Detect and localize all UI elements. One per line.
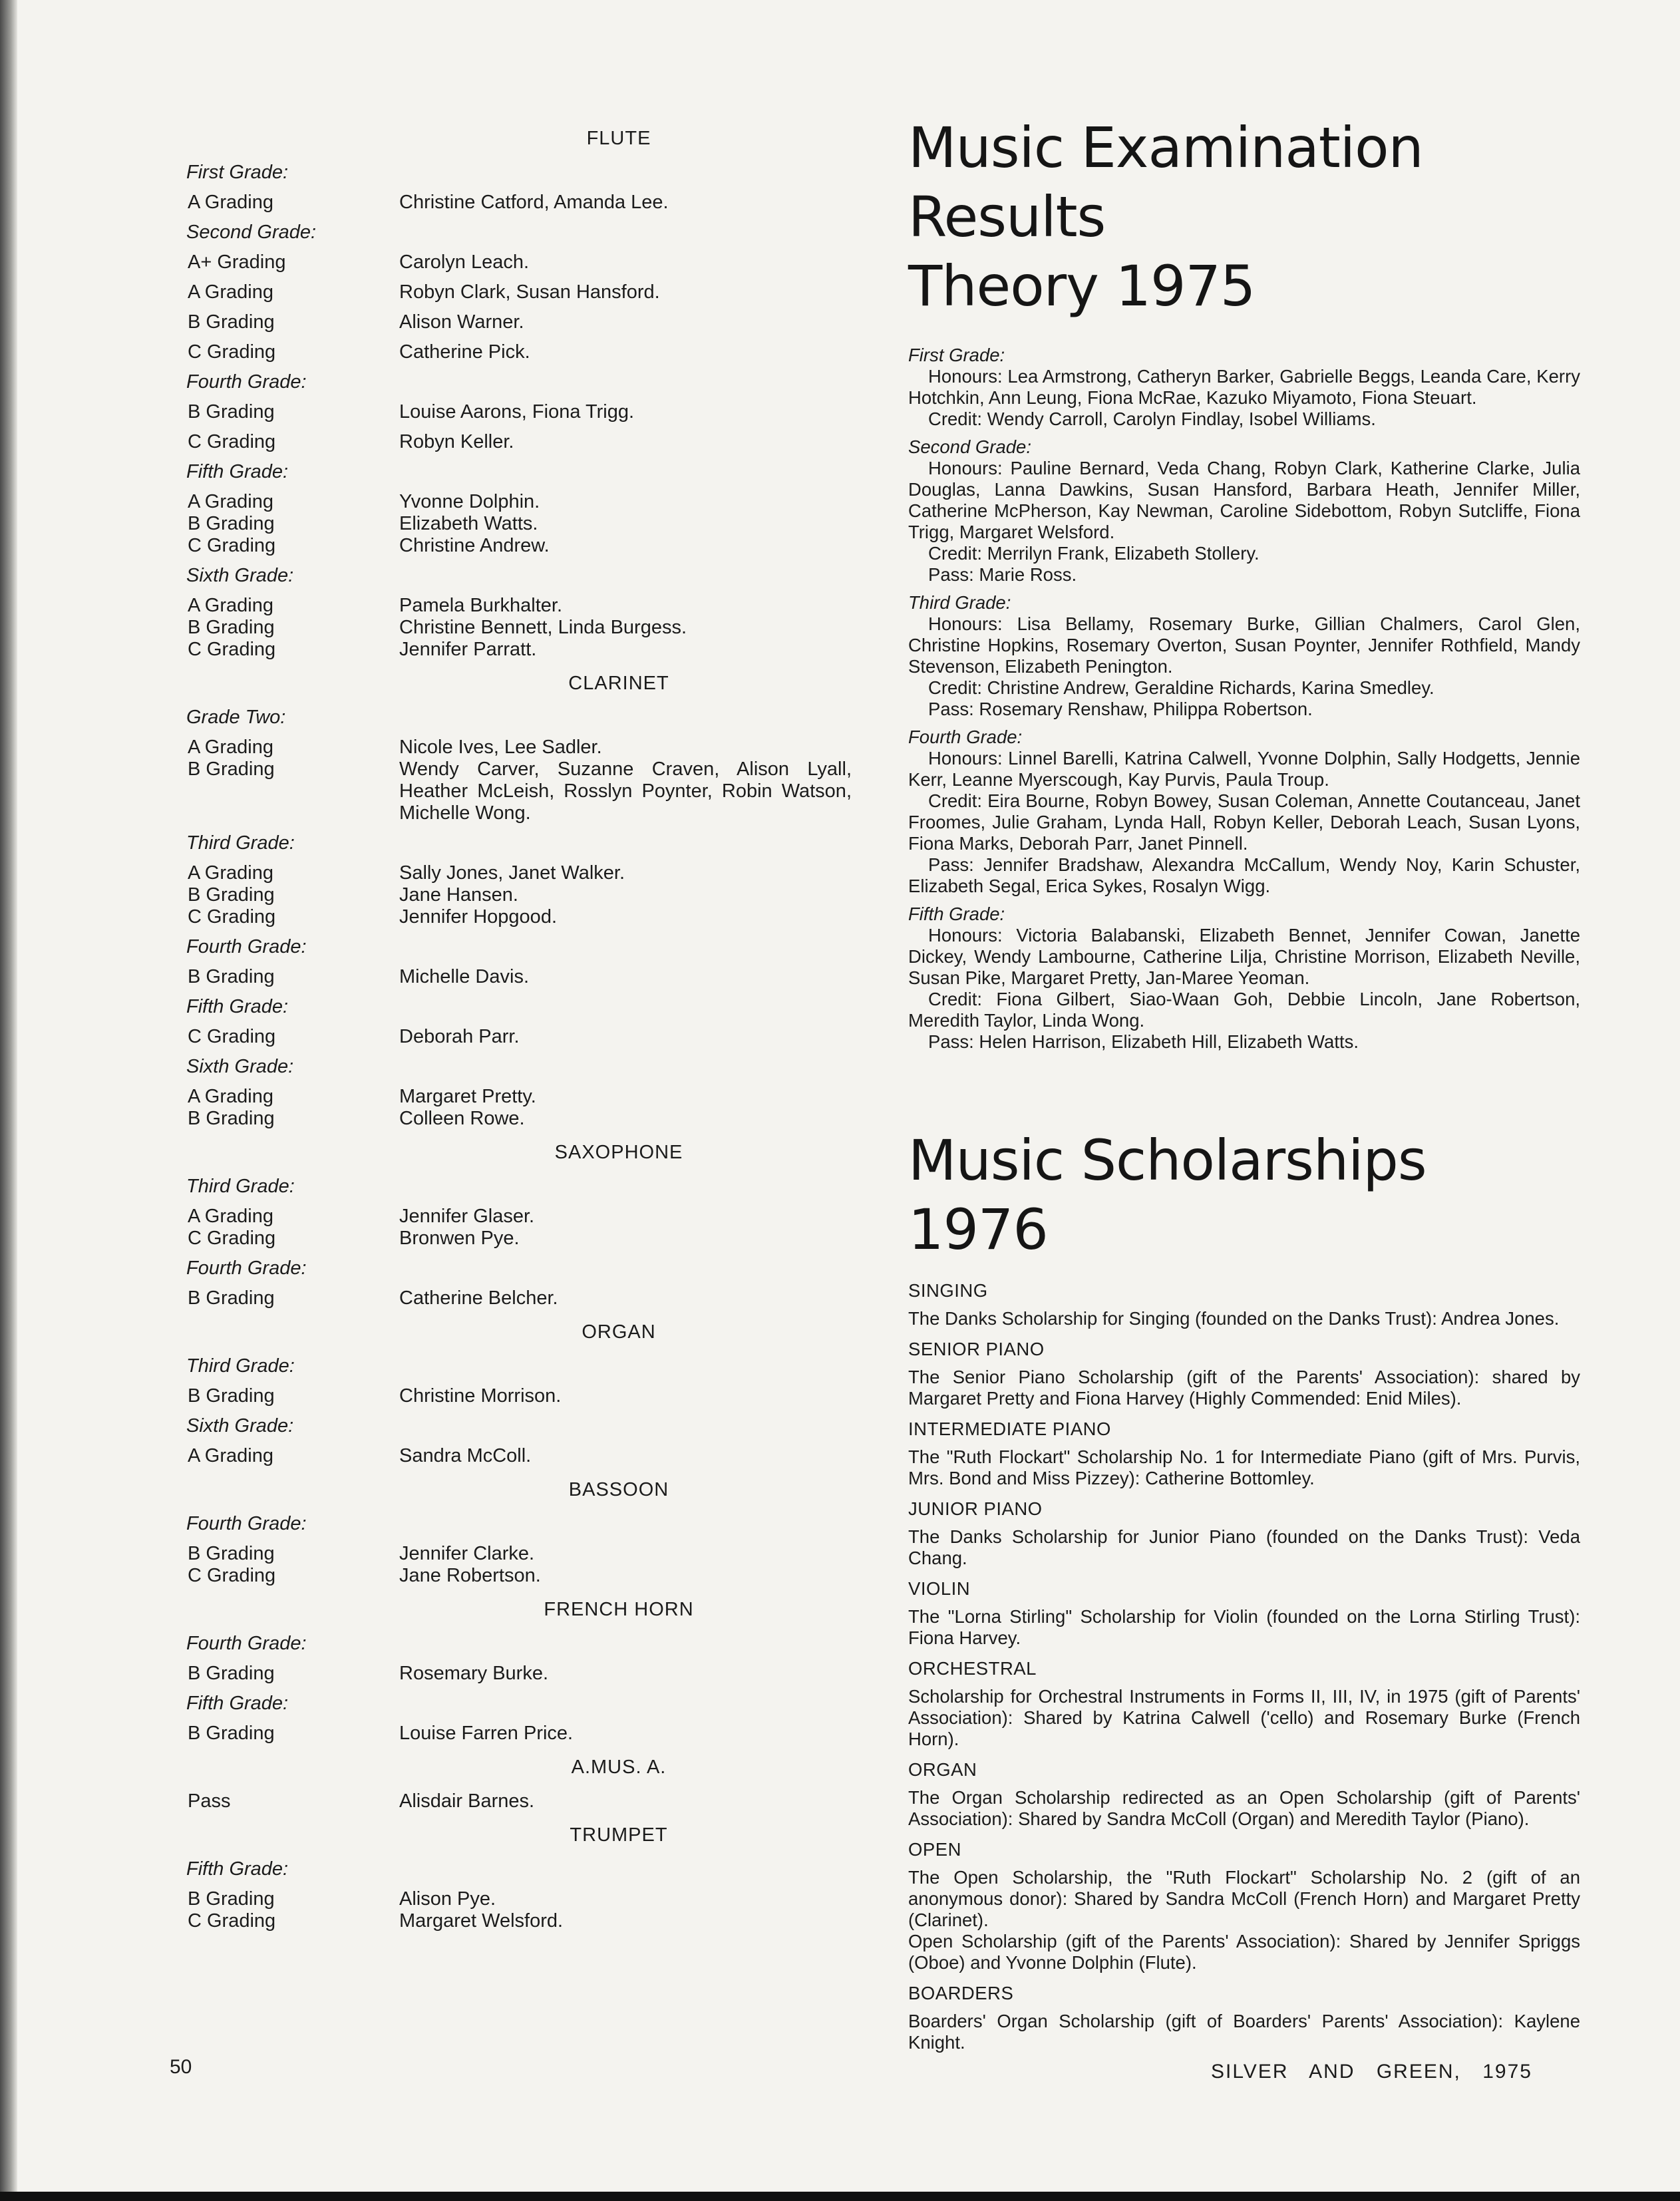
- result-row: [188, 1723, 865, 1745]
- grading-label: C Grading: [188, 639, 276, 660]
- student-names: Jennifer Glaser.: [399, 1206, 535, 1227]
- theory-result-line: Credit: Merrilyn Frank, Elizabeth Stollery.: [928, 543, 1260, 564]
- theory-result-line: Credit: Wendy Carroll, Carolyn Findlay, Isobel Williams.: [928, 409, 1376, 429]
- student-names: Margaret Pretty.: [399, 1086, 536, 1107]
- grade-group: [166, 461, 865, 557]
- grading-label: B Grading: [188, 401, 275, 423]
- scholarship-category: OPEN: [908, 1839, 961, 1860]
- student-names: Colleen Rowe.: [399, 1108, 525, 1129]
- result-row: [188, 1888, 865, 1910]
- result-row: [188, 1287, 865, 1309]
- grading-label: C Grading: [188, 535, 276, 556]
- grading-label: A Grading: [188, 595, 273, 616]
- student-names: Louise Farren Price.: [399, 1723, 574, 1744]
- student-names: Jennifer Parratt.: [399, 639, 537, 660]
- result-row: [188, 862, 865, 884]
- theory-grade-block: [908, 345, 1580, 430]
- grade-group: [166, 1056, 865, 1130]
- instrument-heading: FLUTE: [586, 128, 651, 149]
- result-row: [188, 401, 865, 423]
- grade-group: [166, 222, 865, 363]
- student-names: Alison Pye.: [399, 1888, 496, 1910]
- student-names: Jane Robertson.: [399, 1565, 541, 1586]
- instrument-section-french-horn: [166, 1599, 865, 1745]
- grade-heading: Fifth Grade:: [186, 996, 289, 1017]
- result-row: [188, 535, 865, 557]
- student-names: Elizabeth Watts.: [399, 513, 538, 534]
- grade-group: [166, 1633, 865, 1685]
- student-names: Deborah Parr.: [399, 1026, 520, 1047]
- result-row: [188, 341, 865, 363]
- grading-label: C Grading: [188, 341, 276, 363]
- scholarship-category: INTERMEDIATE PIANO: [908, 1419, 1111, 1439]
- grade-group: [166, 1415, 865, 1467]
- grading-label: A Grading: [188, 737, 273, 758]
- result-row: [188, 1565, 865, 1587]
- instrument-section-trumpet: [166, 1824, 865, 1932]
- scholarship-text: Scholarship for Orchestral Instruments in Forms II, III, IV, in 1975 (gift of Parents' Association): Shared by Katrina Calwell ('cello) and Rosemary Burke (French Horn).: [908, 1686, 1580, 1749]
- grade-heading: Fifth Grade:: [186, 1858, 289, 1880]
- grading-label: C Grading: [188, 431, 276, 452]
- result-row: [188, 1663, 865, 1685]
- scholarship-text: The Organ Scholarship redirected as an Open Scholarship (gift of Parents' Association): Shared by Sandra McColl (Organ) and Meredith Taylor (Piano).: [908, 1787, 1580, 1829]
- instrument-heading: A.MUS. A.: [571, 1757, 667, 1778]
- student-names: Christine Bennett, Linda Burgess.: [399, 617, 687, 638]
- instrument-heading: CLARINET: [568, 673, 669, 694]
- student-names: Rosemary Burke.: [399, 1663, 549, 1684]
- student-names: Christine Morrison.: [399, 1385, 562, 1407]
- instrument-section-flute: [166, 128, 865, 661]
- instrument-section-clarinet: [166, 673, 865, 1130]
- grading-label: B Grading: [188, 966, 275, 987]
- result-row: [188, 192, 865, 214]
- grade-heading: Sixth Grade:: [186, 1056, 294, 1077]
- grade-heading: First Grade:: [186, 162, 289, 183]
- grading-label: C Grading: [188, 1910, 276, 1932]
- grade-group: [166, 936, 865, 988]
- instrument-section-saxophone: [166, 1142, 865, 1309]
- grade-heading: Fifth Grade:: [186, 1693, 289, 1714]
- scholarship-block: [908, 1983, 1580, 2053]
- student-names: Bronwen Pye.: [399, 1228, 520, 1249]
- grading-label: B Grading: [188, 1723, 275, 1744]
- result-row: [188, 1910, 865, 1932]
- grading-label: B Grading: [188, 1663, 275, 1684]
- student-names: Robyn Clark, Susan Hansford.: [399, 281, 660, 303]
- publication-footer: SILVER AND GREEN, 1975: [1211, 2061, 1532, 2083]
- theory-grade-block: [908, 904, 1580, 1053]
- instrument-heading: ORGAN: [582, 1321, 656, 1343]
- grading-label: B Grading: [188, 617, 275, 638]
- grade-heading: Fifth Grade:: [186, 461, 289, 482]
- result-row: [188, 513, 865, 535]
- page-number: 50: [170, 2056, 192, 2078]
- student-names: Carolyn Leach.: [399, 252, 530, 273]
- scan-bottom-edge: [0, 2192, 1680, 2201]
- student-names: Jane Hansen.: [399, 884, 518, 906]
- grade-group: [166, 371, 865, 453]
- student-names: Wendy Carver, Suzanne Craven, Alison Lyall, Heather McLeish, Rosslyn Poynter, Robin Watson, Michelle Wong.: [399, 759, 852, 824]
- result-row: [188, 617, 865, 639]
- grading-label: A Grading: [188, 862, 273, 884]
- instrumental-results-column: [166, 120, 865, 1944]
- grade-heading: Fourth Grade:: [186, 1513, 307, 1534]
- student-names: Pamela Burkhalter.: [399, 595, 563, 616]
- scholarship-category: SENIOR PIANO: [908, 1339, 1045, 1359]
- result-row: [188, 884, 865, 906]
- grade-group: [166, 1513, 865, 1587]
- result-row: [188, 906, 865, 928]
- result-row: [188, 966, 865, 988]
- theory-grade-heading: Fourth Grade:: [908, 727, 1023, 747]
- grading-label: B Grading: [188, 311, 275, 333]
- result-row: [188, 1086, 865, 1108]
- grade-group: [166, 832, 865, 928]
- student-names: Jennifer Hopgood.: [399, 906, 557, 928]
- result-row: [188, 311, 865, 333]
- result-row: [188, 491, 865, 513]
- scholarship-block: [908, 1578, 1580, 1649]
- grading-label: C Grading: [188, 906, 276, 928]
- scholarship-category: ORCHESTRAL: [908, 1658, 1037, 1679]
- scholarship-block: [908, 1839, 1580, 1973]
- result-row: [188, 1543, 865, 1565]
- result-row: [188, 1108, 865, 1130]
- grade-heading: Grade Two:: [186, 707, 286, 728]
- result-row: [188, 737, 865, 759]
- page-binding-edge: [0, 0, 17, 2201]
- scholarships-list: [908, 1280, 1580, 2053]
- scholarship-block: [908, 1280, 1580, 1329]
- scholarship-block: [908, 1339, 1580, 1409]
- scholarships-title: Music Scholarships 1976: [908, 1128, 1427, 1262]
- grading-label: C Grading: [188, 1026, 276, 1047]
- grading-label: A+ Grading: [188, 252, 286, 273]
- scholarship-category: ORGAN: [908, 1759, 977, 1780]
- grading-label: C Grading: [188, 1228, 276, 1249]
- scholarship-category: BOARDERS: [908, 1983, 1014, 2003]
- instrument-section-organ: [166, 1321, 865, 1467]
- scholarship-text: The Danks Scholarship for Junior Piano (founded on the Danks Trust): Veda Chang.: [908, 1526, 1580, 1568]
- grade-heading: Fourth Grade:: [186, 371, 307, 393]
- grading-label: B Grading: [188, 759, 275, 780]
- student-names: Catherine Belcher.: [399, 1287, 558, 1309]
- scholarship-text: The Senior Piano Scholarship (gift of the Parents' Association): shared by Margaret Pretty and Fiona Harvey (Highly Commended: Enid Miles).: [908, 1367, 1580, 1409]
- grade-heading: Third Grade:: [186, 1355, 295, 1377]
- scholarship-text: The "Lorna Stirling" Scholarship for Violin (founded on the Lorna Stirling Trust): Fiona Harvey.: [908, 1606, 1580, 1648]
- theory-result-line: Honours: Victoria Balabanski, Elizabeth Bennet, Jennifer Cowan, Janette Dickey, Wendy Lambourne, Catherine Lilja, Christine Morrison, Elizabeth Neville, Susan Pike, Margaret Pretty, Jan-Maree Yeoman.: [908, 925, 1580, 988]
- scholarship-block: [908, 1658, 1580, 1750]
- student-names: Jennifer Clarke.: [399, 1543, 535, 1564]
- theory-result-line: Pass: Jennifer Bradshaw, Alexandra McCallum, Wendy Noy, Karin Schuster, Elizabeth Segal, Erica Sykes, Rosalyn Wigg.: [908, 854, 1580, 896]
- theory-result-line: Honours: Lisa Bellamy, Rosemary Burke, Gillian Chalmers, Carol Glen, Christine Hopkins, Rosemary Overton, Susan Poynter, Jennifer Rothfield, Mandy Stevenson, Elizabeth Penington.: [908, 613, 1580, 677]
- student-names: Michelle Davis.: [399, 966, 529, 987]
- theory-grade-heading: First Grade:: [908, 345, 1005, 365]
- grading-label: A Grading: [188, 1445, 273, 1466]
- grading-label: A Grading: [188, 1086, 273, 1107]
- theory-grade-block: [908, 436, 1580, 586]
- grade-group: [166, 1790, 865, 1812]
- grade-group: [166, 1693, 865, 1745]
- scholarship-category: SINGING: [908, 1280, 988, 1301]
- grade-heading: Third Grade:: [186, 832, 295, 854]
- grading-label: A Grading: [188, 1206, 273, 1227]
- student-names: Nicole Ives, Lee Sadler.: [399, 737, 602, 758]
- right-column: [908, 113, 1580, 2053]
- grade-heading: Sixth Grade:: [186, 1415, 294, 1437]
- student-names: Alisdair Barnes.: [399, 1790, 535, 1812]
- student-names: Alison Warner.: [399, 311, 524, 333]
- scholarship-text: Open Scholarship (gift of the Parents' Association): Shared by Jennifer Spriggs (Oboe) and Yvonne Dolphin (Flute).: [908, 1931, 1580, 1973]
- scholarship-text: The Danks Scholarship for Singing (founded on the Danks Trust): Andrea Jones.: [908, 1308, 1560, 1329]
- student-names: Yvonne Dolphin.: [399, 491, 540, 512]
- student-names: Sandra McColl.: [399, 1445, 532, 1466]
- result-row: [188, 1445, 865, 1467]
- theory-grade-heading: Second Grade:: [908, 436, 1031, 457]
- grade-heading: Sixth Grade:: [186, 565, 294, 586]
- scholarship-text: Boarders' Organ Scholarship (gift of Boarders' Parents' Association): Kaylene Knight.: [908, 2011, 1580, 2053]
- instrument-heading: SAXOPHONE: [554, 1142, 683, 1163]
- scholarship-text: The Open Scholarship, the "Ruth Flockart" Scholarship No. 2 (gift of an anonymous donor): Shared by Sandra McColl (French Horn) and Margaret Pretty (Clarinet).: [908, 1867, 1580, 1930]
- result-row: [188, 1385, 865, 1407]
- grading-label: B Grading: [188, 884, 275, 906]
- theory-result-line: Credit: Fiona Gilbert, Siao-Waan Goh, Debbie Lincoln, Jane Robertson, Meredith Taylor, Linda Wong.: [908, 989, 1580, 1031]
- theory-result-line: Pass: Helen Harrison, Elizabeth Hill, Elizabeth Watts.: [928, 1031, 1359, 1052]
- result-row: [188, 1026, 865, 1048]
- grading-label: A Grading: [188, 192, 273, 213]
- grade-group: [166, 162, 865, 214]
- student-names: Robyn Keller.: [399, 431, 514, 452]
- grading-label: B Grading: [188, 1888, 275, 1910]
- grading-label: B Grading: [188, 1287, 275, 1309]
- grade-group: [166, 565, 865, 661]
- student-names: Sally Jones, Janet Walker.: [399, 862, 625, 884]
- student-names: Margaret Welsford.: [399, 1910, 564, 1932]
- grading-label: B Grading: [188, 1108, 275, 1129]
- scholarship-block: [908, 1759, 1580, 1830]
- theory-result-line: Pass: Rosemary Renshaw, Philippa Robertson.: [928, 699, 1313, 719]
- result-row: [188, 1790, 865, 1812]
- result-row: [188, 431, 865, 453]
- student-names: Catherine Pick.: [399, 341, 530, 363]
- theory-result-line: Credit: Christine Andrew, Geraldine Richards, Karina Smedley.: [928, 677, 1434, 698]
- result-row: [188, 639, 865, 661]
- instrument-heading: TRUMPET: [570, 1824, 668, 1846]
- theory-result-line: Honours: Linnel Barelli, Katrina Calwell, Yvonne Dolphin, Sally Hodgetts, Jennie Kerr, Leanne Myerscough, Kay Purvis, Paula Troup.: [908, 748, 1580, 790]
- grading-label: A Grading: [188, 281, 273, 303]
- theory-grade-heading: Third Grade:: [908, 592, 1011, 613]
- grade-heading: Second Grade:: [186, 222, 317, 243]
- grading-label: C Grading: [188, 1565, 276, 1586]
- grade-group: [166, 707, 865, 824]
- scholarship-block: [908, 1419, 1580, 1489]
- grade-heading: Fourth Grade:: [186, 1258, 307, 1279]
- grade-group: [166, 996, 865, 1048]
- grading-label: B Grading: [188, 1385, 275, 1407]
- grade-heading: Fourth Grade:: [186, 936, 307, 957]
- grading-label: A Grading: [188, 491, 273, 512]
- result-row: [188, 595, 865, 617]
- result-row: [188, 1228, 865, 1250]
- student-names: Christine Catford, Amanda Lee.: [399, 192, 669, 213]
- instrument-heading: FRENCH HORN: [544, 1599, 694, 1620]
- grading-label: Pass: [188, 1790, 231, 1812]
- grade-heading: Fourth Grade:: [186, 1633, 307, 1654]
- grade-group: [166, 1176, 865, 1250]
- theory-grade-block: [908, 727, 1580, 897]
- theory-result-line: Credit: Eira Bourne, Robyn Bowey, Susan Coleman, Annette Coutanceau, Janet Froomes, Julie Graham, Lynda Hall, Robyn Keller, Deborah Leach, Susan Lyons, Fiona Marks, Deborah Parr, Janet Pinnell.: [908, 790, 1580, 854]
- instrument-section-bassoon: [166, 1479, 865, 1587]
- grade-heading: Third Grade:: [186, 1176, 295, 1197]
- scholarship-category: JUNIOR PIANO: [908, 1498, 1043, 1519]
- result-row: [188, 252, 865, 273]
- scholarship-text: The "Ruth Flockart" Scholarship No. 1 for Intermediate Piano (gift of Mrs. Purvis, Mrs. Bond and Miss Pizzey): Catherine Bottomley.: [908, 1446, 1580, 1488]
- result-row: [188, 759, 865, 824]
- instrument-heading: BASSOON: [568, 1479, 669, 1500]
- grade-group: [166, 1858, 865, 1932]
- grade-group: [166, 1258, 865, 1309]
- student-names: Louise Aarons, Fiona Trigg.: [399, 401, 635, 423]
- student-names: Christine Andrew.: [399, 535, 550, 556]
- theory-results-title: Music Examination Results Theory 1975: [908, 115, 1423, 319]
- theory-results-list: [908, 345, 1580, 1053]
- grade-group: [166, 1355, 865, 1407]
- theory-result-line: Pass: Marie Ross.: [928, 564, 1077, 585]
- theory-result-line: Honours: Pauline Bernard, Veda Chang, Robyn Clark, Katherine Clarke, Julia Douglas, Lanna Dawkins, Susan Hansford, Barbara Heath, Jennifer Miller, Catherine McPherson, Kay Newman, Caroline Sidebottom, Robyn Sutcliffe, Fiona Trigg, Margaret Welsford.: [908, 458, 1580, 542]
- instrument-section-amus: [166, 1757, 865, 1812]
- grading-label: B Grading: [188, 513, 275, 534]
- scholarship-block: [908, 1498, 1580, 1569]
- result-row: [188, 1206, 865, 1228]
- theory-result-line: Honours: Lea Armstrong, Catheryn Barker, Gabrielle Beggs, Leanda Care, Kerry Hotchkin, Ann Leung, Fiona McRae, Kazuko Miyamoto, Fiona Steuart.: [908, 366, 1580, 408]
- result-row: [188, 281, 865, 303]
- theory-grade-heading: Fifth Grade:: [908, 904, 1005, 924]
- grading-label: B Grading: [188, 1543, 275, 1564]
- theory-grade-block: [908, 592, 1580, 720]
- scholarship-category: VIOLIN: [908, 1578, 971, 1599]
